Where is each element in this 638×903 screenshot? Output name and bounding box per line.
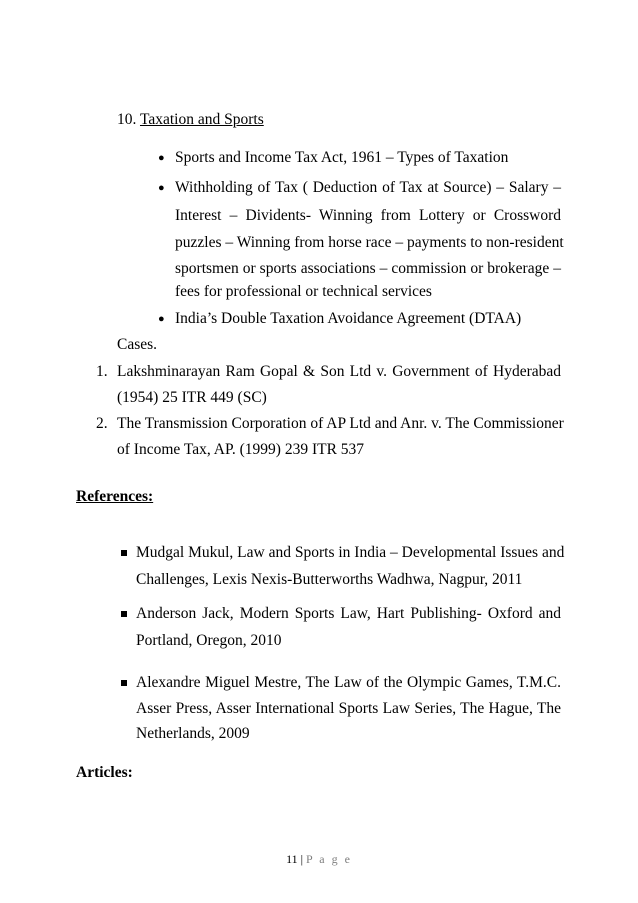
reference-line: Alexandre Miguel Mestre, The Law of the Olympic Games, T.M.C. [136,674,561,691]
references-heading: References: [76,488,154,505]
square-bullet-icon [121,680,127,686]
case-line: The Transmission Corporation of AP Ltd and Anr. v. The Commissioner [117,415,564,432]
page-number: 11 [286,852,298,866]
cases-label: Cases. [117,336,158,353]
bullet-item-line: sportsmen or sports associations – commission or brokerage – [175,260,561,277]
case-line: (1954) 25 ITR 449 (SC) [117,389,267,406]
reference-line: Netherlands, 2009 [136,725,250,742]
articles-heading: Articles: [76,764,133,781]
bullet-dot-icon: ● [158,313,165,325]
section-title: Taxation and Sports [139,111,264,128]
page-label: P a g e [306,852,352,866]
section-number: 10. [117,111,137,128]
case-line: Lakshminarayan Ram Gopal & Son Ltd v. Government of Hyderabad [117,363,561,380]
bullet-item: India’s Double Taxation Avoidance Agreement (DTAA) [175,310,522,327]
footer-separator: | [300,852,304,866]
section-heading [117,110,264,130]
bullet-item-line: puzzles – Winning from horse race – payments to non-resident [175,234,564,251]
bullet-item-line: fees for professional or technical services [175,283,432,300]
case-number: 1. [96,363,108,380]
reference-line: Asser Press, Asser International Sports Law Series, The Hague, The [136,700,561,717]
bullet-item: Sports and Income Tax Act, 1961 – Types of Taxation [175,149,509,166]
bullet-dot-icon: ● [158,152,165,164]
case-line: of Income Tax, AP. (1999) 239 ITR 537 [117,441,365,458]
bullet-item-line: Withholding of Tax ( Deduction of Tax at Source) – Salary – [175,179,561,196]
square-bullet-icon [121,611,127,617]
page-footer [0,851,638,867]
reference-line: Anderson Jack, Modern Sports Law, Hart Publishing- Oxford and [136,605,561,622]
square-bullet-icon [121,550,127,556]
bullet-item-line: Interest – Dividents- Winning from Lottery or Crossword [175,207,561,224]
reference-line: Mudgal Mukul, Law and Sports in India – Developmental Issues and [136,544,565,561]
bullet-dot-icon: ● [158,182,165,194]
reference-line: Challenges, Lexis Nexis-Butterworths Wadhwa, Nagpur, 2011 [136,571,523,588]
reference-line: Portland, Oregon, 2010 [136,632,282,649]
case-number: 2. [96,415,108,432]
